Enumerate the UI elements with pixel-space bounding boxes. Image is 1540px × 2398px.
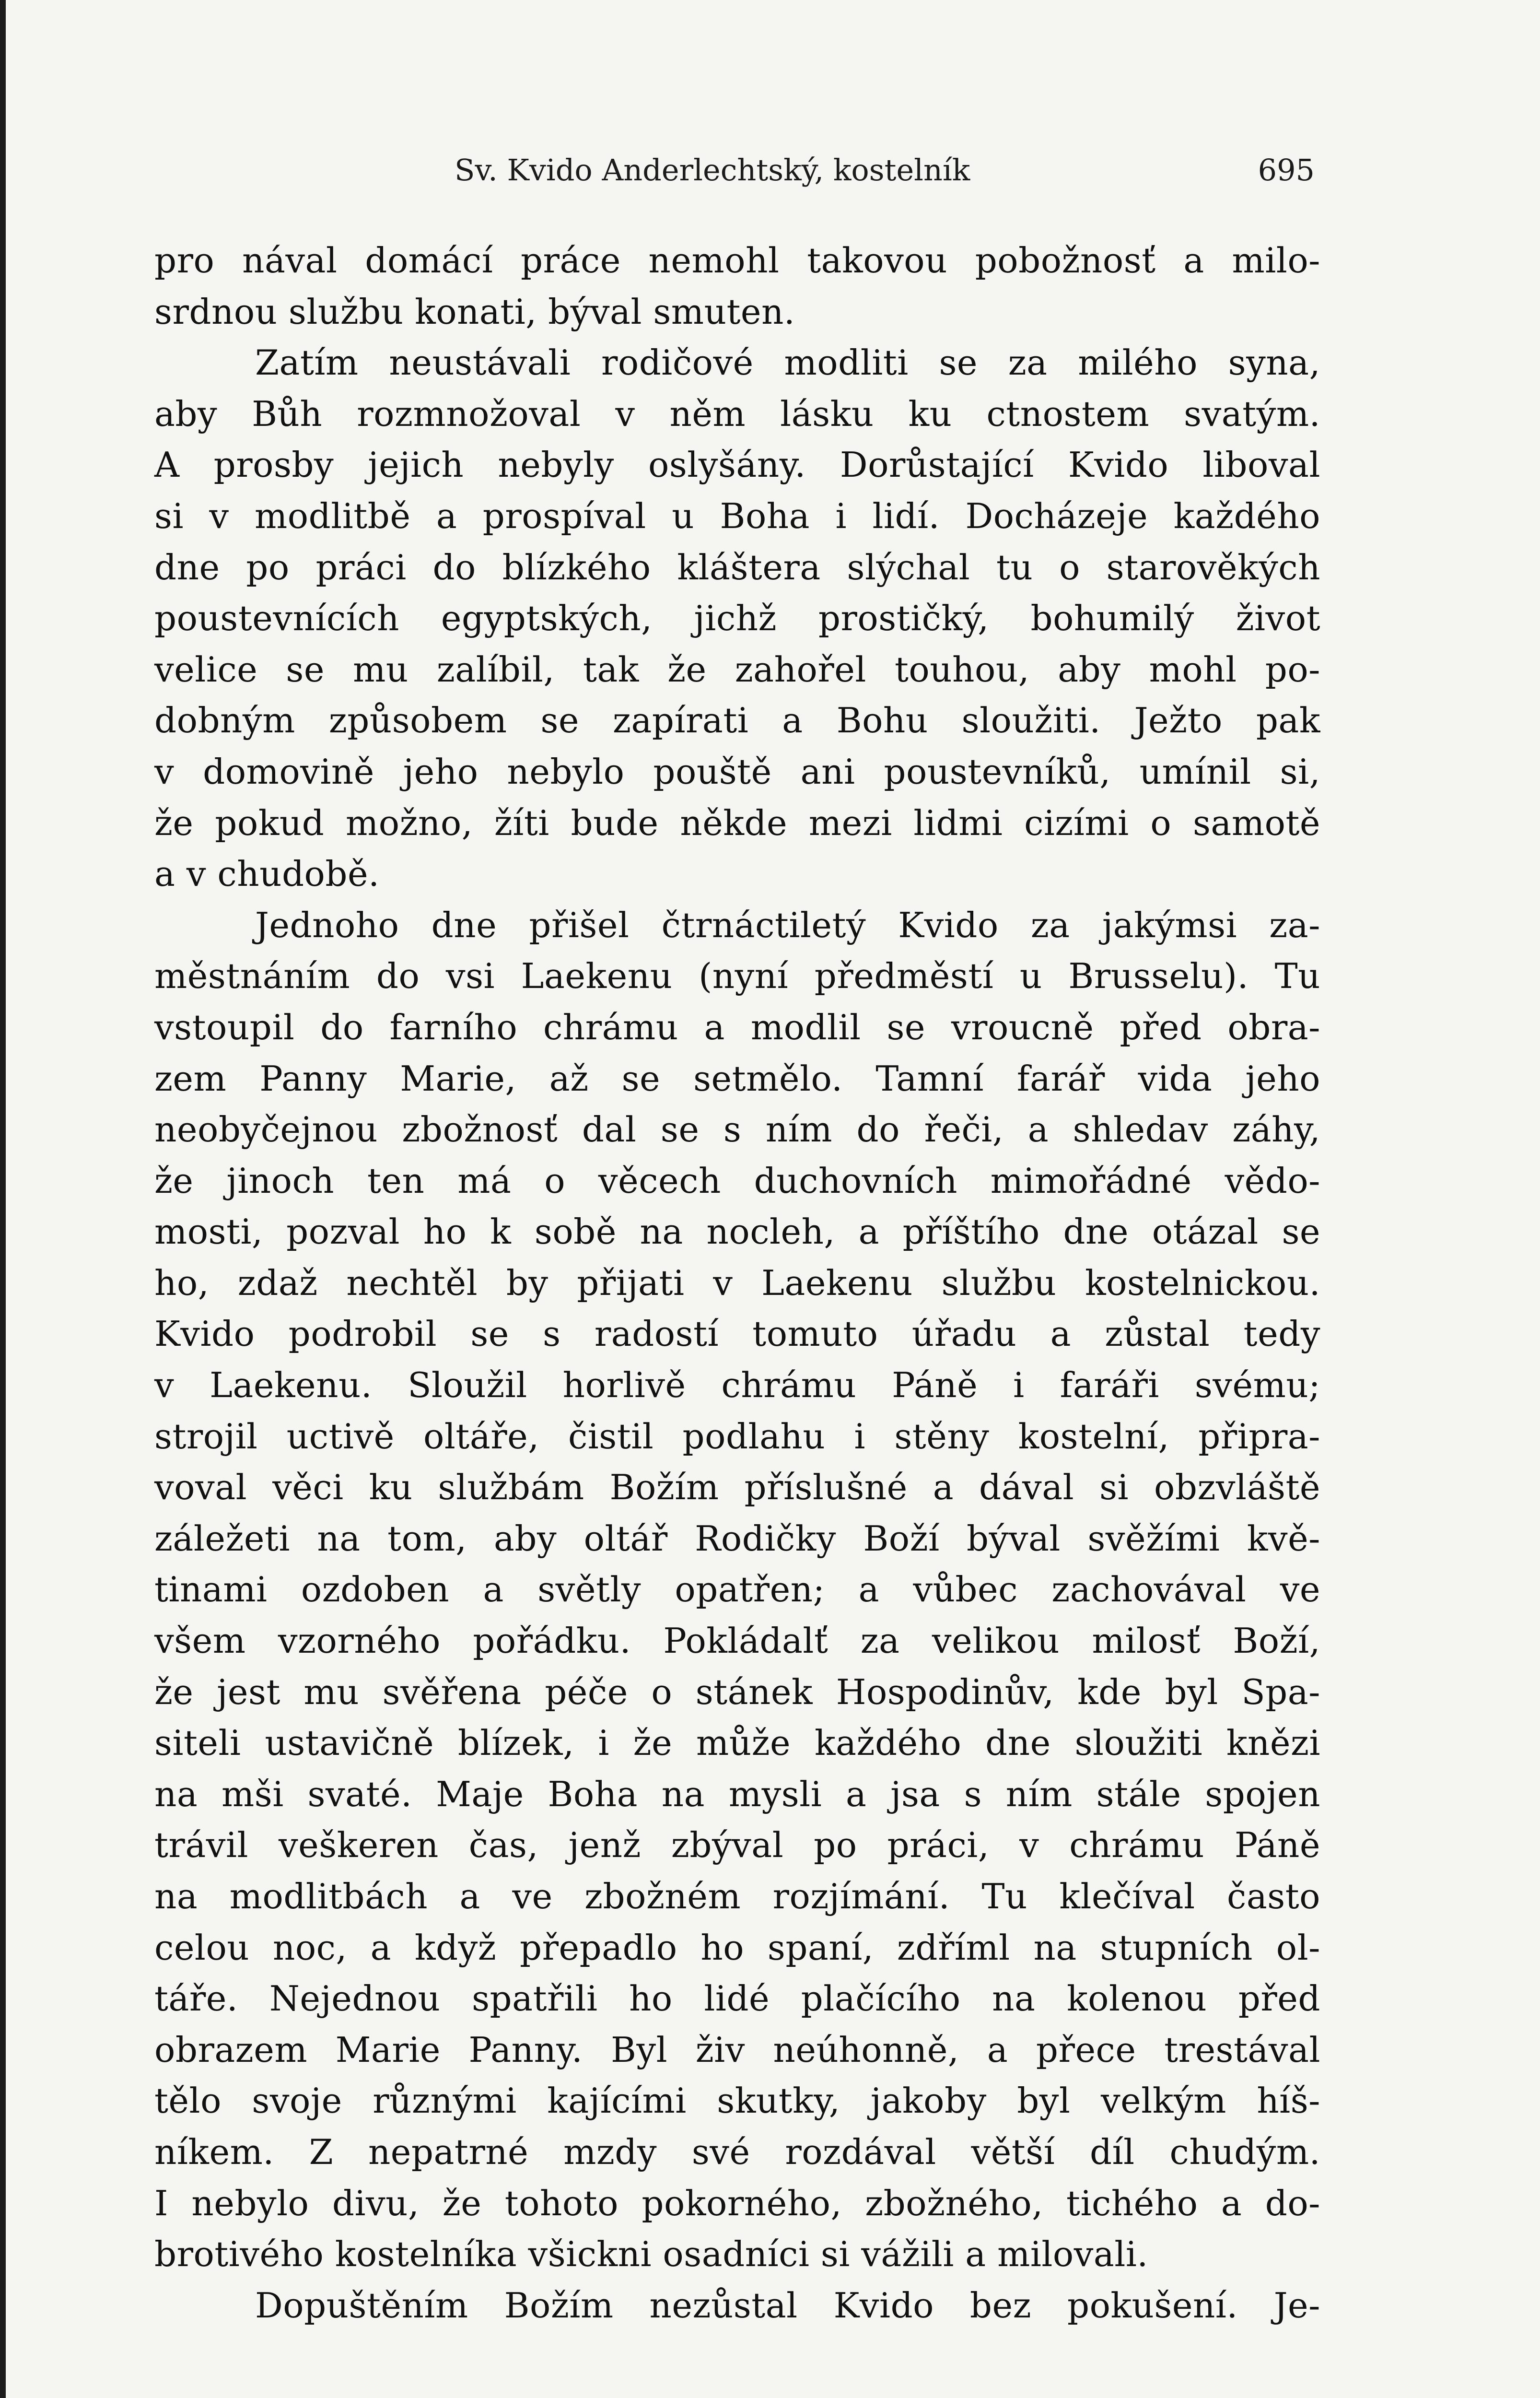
text-line: trávil veškeren čas, jenž zbýval po práci, v chrámu Páně bbox=[154, 1825, 1320, 1866]
body-text bbox=[154, 235, 1320, 2331]
text-line: že pokud možno, žíti bude někde mezi lidmi cizími o samotě bbox=[154, 802, 1320, 843]
text-line: a v chudobě. bbox=[154, 854, 380, 894]
text-line: A prosby jejich nebyly oslyšány. Dorůstající Kvido liboval bbox=[154, 445, 1320, 485]
text-line: ho, zdaž nechtěl by přijati v Laekenu službu kostelnickou. bbox=[154, 1262, 1320, 1303]
text-line: v domovině jeho nebylo pouště ani poustevníků, umínil si, bbox=[154, 751, 1320, 792]
text-line: obrazem Marie Panny. Byl živ neúhonně, a přece trestával bbox=[154, 2029, 1320, 2070]
text-line: poustevnících egyptských, jichž prostičký, bohumilý život bbox=[154, 598, 1320, 639]
text-line: pro nával domácí práce nemohl takovou pobožnosť a milo- bbox=[154, 240, 1320, 281]
text-line: I nebylo divu, že tohoto pokorného, zbožného, tichého a do- bbox=[154, 2183, 1320, 2223]
text-line: aby Bůh rozmnožoval v něm lásku ku ctnostem svatým. bbox=[154, 393, 1320, 434]
text-line: celou noc, a když přepadlo ho spaní, zdříml na stupních ol- bbox=[154, 1927, 1320, 1968]
text-line: záležeti na tom, aby oltář Rodičky Boží býval svěžími kvě- bbox=[154, 1518, 1320, 1559]
book-page bbox=[6, 0, 1540, 2398]
text-line: zem Panny Marie, až se setmělo. Tamní farář vida jeho bbox=[154, 1058, 1320, 1099]
text-line: na mši svaté. Maje Boha na mysli a jsa s ním stále spojen bbox=[154, 1774, 1320, 1814]
text-line: Jednoho dne přišel čtrnáctiletý Kvido za jakýmsi za- bbox=[255, 905, 1320, 945]
text-line: srdnou službu konati, býval smuten. bbox=[154, 291, 795, 332]
text-line: velice se mu zalíbil, tak že zahořel touhou, aby mohl po- bbox=[154, 649, 1320, 690]
text-line: Zatím neustávali rodičové modliti se za milého syna, bbox=[255, 342, 1320, 383]
text-line: Dopuštěním Božím nezůstal Kvido bez pokušení. Je- bbox=[255, 2285, 1320, 2326]
text-line: mosti, pozval ho k sobě na nocleh, a příštího dne otázal se bbox=[154, 1211, 1320, 1252]
text-line: voval věci ku službám Božím příslušné a dával si obzvláště bbox=[154, 1467, 1320, 1508]
text-line: že jest mu svěřena péče o stánek Hospodinův, kde byl Spa- bbox=[154, 1671, 1320, 1712]
page-number: 695 bbox=[1258, 153, 1315, 188]
text-line: vstoupil do farního chrámu a modlil se vroucně před obra- bbox=[154, 1007, 1320, 1047]
text-line: tinami ozdoben a světly opatřen; a vůbec zachovával ve bbox=[154, 1569, 1320, 1610]
text-line: neobyčejnou zbožnosť dal se s ním do řeči, a shledav záhy, bbox=[154, 1109, 1320, 1150]
text-line: níkem. Z nepatrné mzdy své rozdával větší díl chudým. bbox=[154, 2131, 1320, 2172]
text-line: siteli ustavičně blízek, i že může každého dne sloužiti knězi bbox=[154, 1723, 1320, 1763]
text-line: všem vzorného pořádku. Pokládalť za velikou milosť Boží, bbox=[154, 1621, 1320, 1661]
text-line: Kvido podrobil se s radostí tomuto úřadu a zůstal tedy bbox=[154, 1314, 1320, 1354]
text-line: táře. Nejednou spatřili ho lidé plačícího na kolenou před bbox=[154, 1978, 1320, 2019]
text-line: dobným způsobem se zapírati a Bohu sloužiti. Ježto pak bbox=[154, 700, 1320, 741]
text-line: strojil uctivě oltáře, čistil podlahu i stěny kostelní, připra- bbox=[154, 1416, 1320, 1457]
running-title: Sv. Kvido Anderlechtský, kostelník bbox=[455, 153, 970, 188]
text-line: že jinoch ten má o věcech duchovních mimořádné vědo- bbox=[154, 1160, 1320, 1201]
text-line: městnáním do vsi Laekenu (nyní předměstí u Brusselu). Tu bbox=[154, 956, 1320, 997]
scan-left-edge bbox=[0, 0, 6, 2398]
text-line: v Laekenu. Sloužil horlivě chrámu Páně i faráři svému; bbox=[154, 1365, 1320, 1406]
text-line: tělo svoje různými kajícími skutky, jakoby byl velkým híš- bbox=[154, 2081, 1320, 2121]
text-line: na modlitbách a ve zbožném rozjímání. Tu klečíval často bbox=[154, 1876, 1320, 1916]
text-line: si v modlitbě a prospíval u Boha i lidí. Docházeje každého bbox=[154, 495, 1320, 536]
running-header bbox=[455, 153, 1315, 200]
text-line: dne po práci do blízkého kláštera slýchal tu o starověkých bbox=[154, 547, 1320, 588]
text-line: brotivého kostelníka všickni osadníci si vážili a milovali. bbox=[154, 2234, 1148, 2275]
